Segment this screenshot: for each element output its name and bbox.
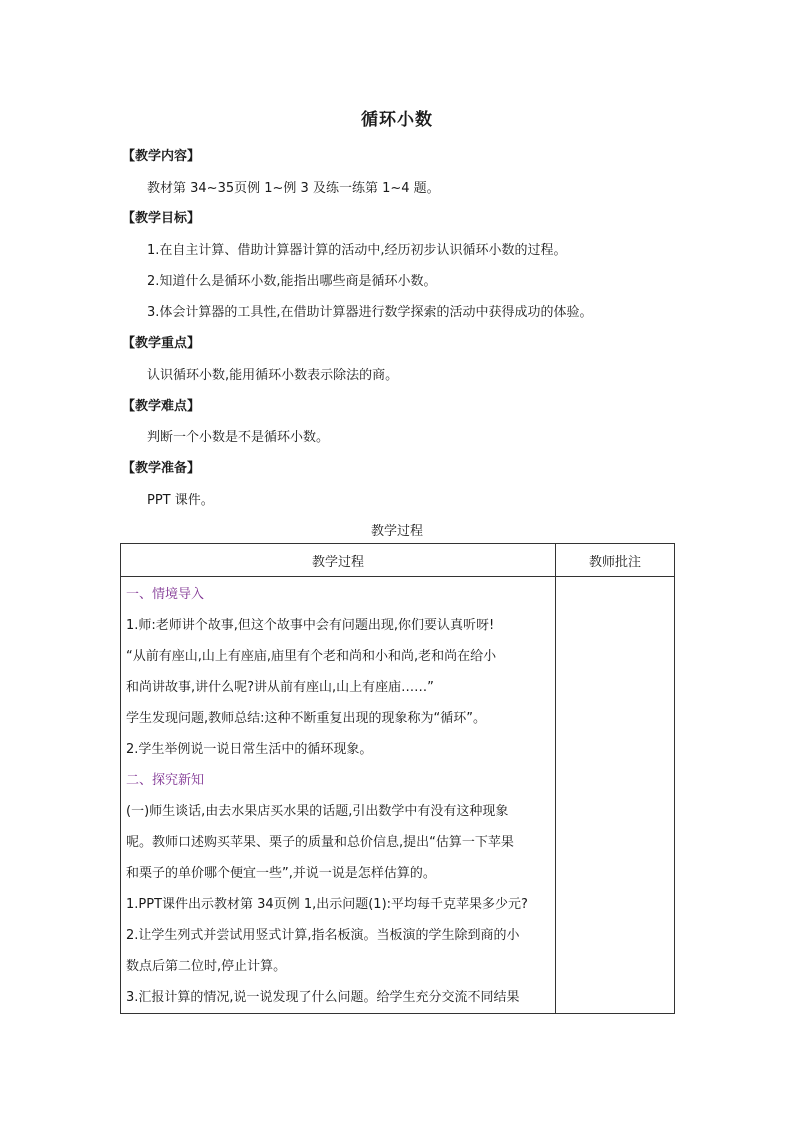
text-line: 呢。教师口述购买苹果、栗子的质量和总价信息,提出“估算一下苹果 xyxy=(126,835,514,850)
column-header-process: 教学过程 xyxy=(121,544,556,577)
text-line: 1.师:老师讲个故事,但这个故事中会有问题出现,你们要认真听呀! xyxy=(126,618,495,633)
teaching-process-table xyxy=(120,543,675,1014)
difficulty-text: 判断一个小数是不是循环小数。 xyxy=(147,430,330,445)
text-line: “从前有座山,山上有座庙,庙里有个老和尚和小和尚,老和尚在给小 xyxy=(126,649,497,664)
text-line: 和栗子的单价哪个便宜一些”,并说一说是怎样估算的。 xyxy=(126,866,436,881)
table-row xyxy=(121,577,675,1014)
text-line: (一)师生谈话,由去水果店买水果的话题,引出数学中有没有这种现象 xyxy=(126,804,509,819)
text-line: 3.汇报计算的情况,说一说发现了什么问题。给学生充分交流不同结果 xyxy=(126,990,520,1005)
goal-item-2: 2.知道什么是循环小数,能指出哪些商是循环小数。 xyxy=(147,274,437,289)
preparation-text: PPT 课件。 xyxy=(147,493,214,508)
text-line: 2.学生举例说一说日常生活中的循环现象。 xyxy=(126,742,373,757)
preparation-heading: 【教学准备】 xyxy=(122,461,201,476)
process-content-cell xyxy=(121,577,556,1014)
teaching-goals-heading: 【教学目标】 xyxy=(122,211,201,226)
document-title: 循环小数 xyxy=(361,110,433,130)
text-line: 1.PPT课件出示教材第 34页例 1,出示问题(1):平均每千克苹果多少元? xyxy=(126,897,528,912)
column-header-notes: 教师批注 xyxy=(556,544,675,577)
section-heading-explore: 二、探究新知 xyxy=(126,773,205,788)
text-line: 学生发现问题,教师总结:这种不断重复出现的现象称为“循环”。 xyxy=(126,711,486,726)
table-caption: 教学过程 xyxy=(370,524,423,539)
goal-item-1: 1.在自主计算、借助计算器计算的活动中,经历初步认识循环小数的过程。 xyxy=(147,243,567,258)
text-line: 数点后第二位时,停止计算。 xyxy=(126,959,287,974)
goal-item-3: 3.体会计算器的工具性,在借助计算器进行数学探索的活动中获得成功的体验。 xyxy=(147,305,593,320)
difficulty-heading: 【教学难点】 xyxy=(122,399,201,414)
teaching-content-heading: 【教学内容】 xyxy=(122,149,201,164)
section-heading-intro: 一、情境导入 xyxy=(126,587,205,602)
text-line: 2.让学生列式并尝试用竖式计算,指名板演。当板演的学生除到商的小 xyxy=(126,928,520,943)
table-header-row xyxy=(121,544,675,577)
key-points-heading: 【教学重点】 xyxy=(122,336,201,351)
teaching-content-text: 教材第 34~35页例 1~例 3 及练一练第 1~4 题。 xyxy=(147,181,440,196)
text-line: 和尚讲故事,讲什么呢?讲从前有座山,山上有座庙……” xyxy=(126,680,434,695)
teacher-notes-cell xyxy=(556,577,675,1014)
key-points-text: 认识循环小数,能用循环小数表示除法的商。 xyxy=(147,368,399,383)
